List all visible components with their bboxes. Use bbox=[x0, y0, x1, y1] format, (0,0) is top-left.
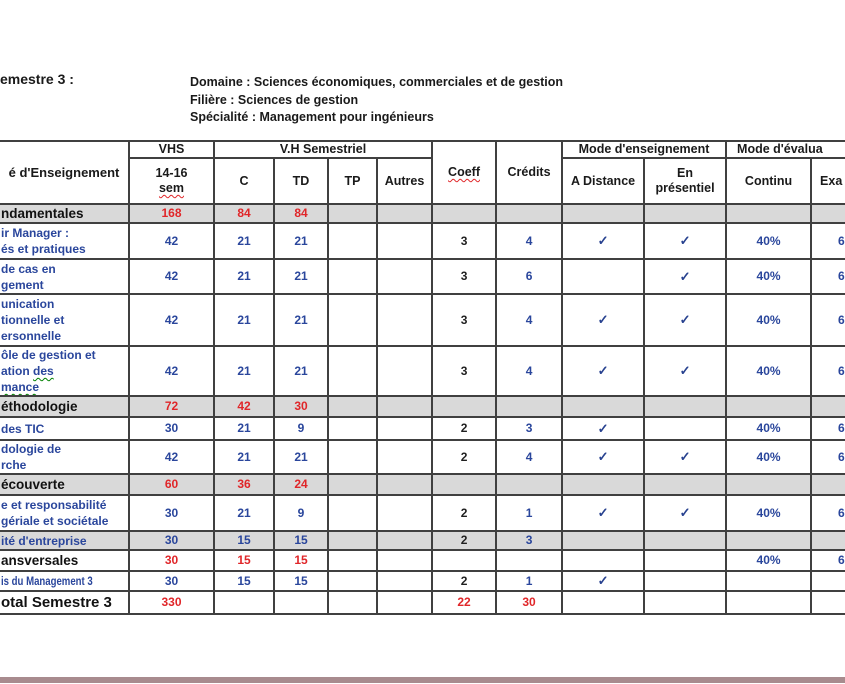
cell-continu bbox=[726, 474, 811, 495]
en-presentiel-line2: présentiel bbox=[655, 181, 715, 195]
cell-vhs: 168 bbox=[129, 204, 214, 223]
table-row bbox=[0, 259, 845, 294]
table-row bbox=[0, 204, 845, 223]
cell-distance bbox=[562, 346, 644, 396]
cell-distance bbox=[562, 474, 644, 495]
cell-autres bbox=[377, 346, 432, 396]
cell-autres bbox=[377, 550, 432, 571]
row-label: otal Semestre 3 bbox=[0, 591, 129, 614]
window-bottom-bar bbox=[0, 677, 845, 683]
cell-credits bbox=[496, 204, 562, 223]
grammar-underline: des bbox=[33, 364, 54, 378]
cell-continu: 40% bbox=[726, 223, 811, 259]
table-row bbox=[0, 474, 845, 495]
header-autres: Autres bbox=[377, 158, 432, 204]
cell-distance bbox=[562, 495, 644, 531]
cell-autres bbox=[377, 531, 432, 550]
header-vh-semestriel: V.H Semestriel bbox=[214, 141, 432, 158]
cell-continu bbox=[726, 571, 811, 591]
cell-coeff: 2 bbox=[432, 440, 496, 474]
row-label: ir Manager : és et pratiques bbox=[0, 223, 129, 259]
cell-exam: 6 bbox=[811, 294, 845, 346]
cell-coeff: 2 bbox=[432, 495, 496, 531]
en-presentiel-line1: En bbox=[677, 166, 694, 180]
cell-vhs: 72 bbox=[129, 396, 214, 417]
cell-vhs: 60 bbox=[129, 474, 214, 495]
cell-tp bbox=[328, 550, 377, 571]
row-label: ôle de gestion et ation des mance bbox=[0, 346, 129, 396]
cell-vhs: 42 bbox=[129, 259, 214, 294]
cell-vhs: 42 bbox=[129, 440, 214, 474]
cell-distance bbox=[562, 417, 644, 440]
check-icon: ✓ bbox=[597, 312, 609, 327]
cell-c: 21 bbox=[214, 440, 274, 474]
cell-tp bbox=[328, 571, 377, 591]
cell-vhs: 42 bbox=[129, 223, 214, 259]
cell-td bbox=[274, 591, 328, 614]
vhs-weeks-line1: 14-16 bbox=[155, 166, 188, 180]
cell-td: 21 bbox=[274, 259, 328, 294]
cell-coeff bbox=[432, 474, 496, 495]
cell-td: 15 bbox=[274, 571, 328, 591]
cell-credits: 4 bbox=[496, 346, 562, 396]
cell-c: 15 bbox=[214, 571, 274, 591]
cell-continu: 40% bbox=[726, 294, 811, 346]
cell-tp bbox=[328, 474, 377, 495]
cell-distance bbox=[562, 531, 644, 550]
cell-presentiel bbox=[644, 259, 726, 294]
cell-autres bbox=[377, 294, 432, 346]
header-mode-enseignement: Mode d'enseignement bbox=[562, 141, 726, 158]
cell-presentiel bbox=[644, 440, 726, 474]
cell-continu: 40% bbox=[726, 550, 811, 571]
cell-credits: 4 bbox=[496, 294, 562, 346]
cell-distance bbox=[562, 440, 644, 474]
cell-credits bbox=[496, 396, 562, 417]
cell-exam bbox=[811, 571, 845, 591]
cell-tp bbox=[328, 204, 377, 223]
cell-td: 9 bbox=[274, 495, 328, 531]
cell-continu bbox=[726, 204, 811, 223]
cell-autres bbox=[377, 440, 432, 474]
cell-credits bbox=[496, 474, 562, 495]
cell-tp bbox=[328, 440, 377, 474]
cell-tp bbox=[328, 417, 377, 440]
cell-exam: 6 bbox=[811, 495, 845, 531]
table-row bbox=[0, 591, 845, 614]
row-label: éthodologie bbox=[0, 396, 129, 417]
cell-tp bbox=[328, 223, 377, 259]
check-icon: ✓ bbox=[597, 420, 609, 436]
table-row bbox=[0, 417, 845, 440]
cell-tp bbox=[328, 396, 377, 417]
row-label: is du Management 3 bbox=[0, 571, 129, 591]
row-label: unication tionnelle et ersonnelle bbox=[0, 294, 129, 346]
cell-presentiel bbox=[644, 346, 726, 396]
cell-credits: 1 bbox=[496, 495, 562, 531]
domain-line: Domaine : Sciences économiques, commerciales et de gestion bbox=[190, 75, 564, 89]
cell-c: 21 bbox=[214, 346, 274, 396]
cell-c: 15 bbox=[214, 531, 274, 550]
header-vhs: VHS bbox=[129, 141, 214, 158]
cell-c: 21 bbox=[214, 259, 274, 294]
check-icon: ✓ bbox=[679, 449, 691, 464]
cell-continu: 40% bbox=[726, 259, 811, 294]
check-icon: ✓ bbox=[597, 363, 609, 378]
cell-continu bbox=[726, 531, 811, 550]
cell-continu: 40% bbox=[726, 440, 811, 474]
table-row bbox=[0, 571, 845, 591]
cell-c: 21 bbox=[214, 495, 274, 531]
cell-autres bbox=[377, 591, 432, 614]
cell-exam bbox=[811, 204, 845, 223]
cell-presentiel bbox=[644, 474, 726, 495]
cell-vhs: 42 bbox=[129, 346, 214, 396]
coeff-label: Coeff bbox=[448, 165, 480, 179]
cell-autres bbox=[377, 223, 432, 259]
cell-tp bbox=[328, 346, 377, 396]
cell-td: 15 bbox=[274, 531, 328, 550]
table-row bbox=[0, 495, 845, 531]
header-c: C bbox=[214, 158, 274, 204]
cell-continu: 40% bbox=[726, 417, 811, 440]
cell-td: 21 bbox=[274, 440, 328, 474]
header-vhs-weeks bbox=[129, 158, 214, 204]
cell-coeff bbox=[432, 550, 496, 571]
check-icon: ✓ bbox=[679, 233, 691, 248]
row-label: dologie de rche bbox=[0, 440, 129, 474]
cell-td: 15 bbox=[274, 550, 328, 571]
filiere-line: Filière : Sciences de gestion bbox=[190, 92, 359, 107]
header-continu: Continu bbox=[726, 158, 811, 204]
cell-vhs: 30 bbox=[129, 550, 214, 571]
cell-distance bbox=[562, 571, 644, 591]
cell-exam bbox=[811, 531, 845, 550]
cell-td: 21 bbox=[274, 223, 328, 259]
cell-exam: 6 bbox=[811, 417, 845, 440]
table-row bbox=[0, 346, 845, 396]
cell-exam: 6 bbox=[811, 259, 845, 294]
cell-exam bbox=[811, 396, 845, 417]
cell-distance bbox=[562, 223, 644, 259]
cell-distance bbox=[562, 204, 644, 223]
cell-c: 84 bbox=[214, 204, 274, 223]
cell-vhs: 30 bbox=[129, 571, 214, 591]
table-header bbox=[0, 141, 845, 204]
specialite-line: Spécialité : Management pour ingénieurs bbox=[190, 110, 434, 124]
semester-title: emestre 3 : bbox=[0, 71, 74, 87]
table-row bbox=[0, 396, 845, 417]
cell-autres bbox=[377, 259, 432, 294]
table-row bbox=[0, 531, 845, 550]
row-label: des TIC bbox=[0, 417, 129, 440]
cell-autres bbox=[377, 495, 432, 531]
header-a-distance: A Distance bbox=[562, 158, 644, 204]
cell-c: 21 bbox=[214, 417, 274, 440]
cell-vhs: 42 bbox=[129, 294, 214, 346]
table-row bbox=[0, 440, 845, 474]
cell-vhs: 30 bbox=[129, 417, 214, 440]
header-exam: Exa bbox=[811, 158, 845, 204]
cell-td: 24 bbox=[274, 474, 328, 495]
cell-td: 21 bbox=[274, 346, 328, 396]
cell-presentiel bbox=[644, 495, 726, 531]
cell-credits: 6 bbox=[496, 259, 562, 294]
cell-vhs: 30 bbox=[129, 531, 214, 550]
cell-credits: 3 bbox=[496, 417, 562, 440]
cell-coeff: 2 bbox=[432, 531, 496, 550]
cell-c: 15 bbox=[214, 550, 274, 571]
cell-presentiel bbox=[644, 294, 726, 346]
check-icon: ✓ bbox=[679, 268, 691, 284]
cell-c bbox=[214, 591, 274, 614]
cell-exam bbox=[811, 591, 845, 614]
curriculum-table bbox=[0, 140, 845, 615]
row-label: écouverte bbox=[0, 474, 129, 495]
cell-tp bbox=[328, 294, 377, 346]
cell-exam bbox=[811, 474, 845, 495]
cell-exam: 6 bbox=[811, 550, 845, 571]
check-icon: ✓ bbox=[597, 573, 609, 588]
cell-distance bbox=[562, 259, 644, 294]
cell-continu bbox=[726, 591, 811, 614]
check-icon: ✓ bbox=[597, 449, 609, 464]
cell-td: 21 bbox=[274, 294, 328, 346]
cell-autres bbox=[377, 474, 432, 495]
cell-c: 21 bbox=[214, 294, 274, 346]
cell-distance bbox=[562, 294, 644, 346]
cell-coeff: 22 bbox=[432, 591, 496, 614]
cell-distance bbox=[562, 396, 644, 417]
cell-presentiel bbox=[644, 531, 726, 550]
cell-presentiel bbox=[644, 204, 726, 223]
header-credits: Crédits bbox=[496, 141, 562, 204]
cell-presentiel bbox=[644, 591, 726, 614]
check-icon: ✓ bbox=[679, 363, 691, 378]
check-icon: ✓ bbox=[679, 312, 691, 327]
row-label: ansversales bbox=[0, 550, 129, 571]
cell-autres bbox=[377, 571, 432, 591]
cell-vhs: 30 bbox=[129, 495, 214, 531]
cell-coeff: 3 bbox=[432, 259, 496, 294]
cell-continu: 40% bbox=[726, 495, 811, 531]
row-label: ndamentales bbox=[0, 204, 129, 223]
cell-credits: 1 bbox=[496, 571, 562, 591]
header-tp: TP bbox=[328, 158, 377, 204]
cell-presentiel bbox=[644, 571, 726, 591]
table-body bbox=[0, 204, 845, 614]
header-unit: é d'Enseignement bbox=[0, 141, 129, 204]
cell-credits: 4 bbox=[496, 223, 562, 259]
cell-autres bbox=[377, 396, 432, 417]
table-row bbox=[0, 223, 845, 259]
header-mode-evaluation: Mode d'évalua bbox=[726, 141, 845, 158]
cell-coeff: 3 bbox=[432, 346, 496, 396]
cell-credits: 3 bbox=[496, 531, 562, 550]
cell-td: 84 bbox=[274, 204, 328, 223]
cell-presentiel bbox=[644, 550, 726, 571]
cell-tp bbox=[328, 531, 377, 550]
header-en-presentiel bbox=[644, 158, 726, 204]
cell-coeff bbox=[432, 396, 496, 417]
check-icon: ✓ bbox=[597, 505, 609, 520]
cell-credits bbox=[496, 550, 562, 571]
row-label: e et responsabilité gériale et sociétale bbox=[0, 495, 129, 531]
cell-exam: 6 bbox=[811, 223, 845, 259]
table-row bbox=[0, 294, 845, 346]
grammar-underline: mance bbox=[1, 380, 40, 394]
cell-presentiel bbox=[644, 417, 726, 440]
cell-tp bbox=[328, 495, 377, 531]
cell-coeff: 2 bbox=[432, 417, 496, 440]
cell-coeff: 2 bbox=[432, 571, 496, 591]
cell-c: 36 bbox=[214, 474, 274, 495]
check-icon: ✓ bbox=[679, 505, 691, 520]
cell-credits: 30 bbox=[496, 591, 562, 614]
cell-td: 9 bbox=[274, 417, 328, 440]
table-row bbox=[0, 550, 845, 571]
cell-tp bbox=[328, 591, 377, 614]
header-td: TD bbox=[274, 158, 328, 204]
program-info bbox=[190, 74, 563, 127]
cell-autres bbox=[377, 417, 432, 440]
cell-tp bbox=[328, 259, 377, 294]
cell-credits: 4 bbox=[496, 440, 562, 474]
cell-td: 30 bbox=[274, 396, 328, 417]
cell-coeff: 3 bbox=[432, 223, 496, 259]
cell-c: 21 bbox=[214, 223, 274, 259]
cell-exam: 6 bbox=[811, 346, 845, 396]
row-label: ité d'entreprise bbox=[0, 531, 129, 550]
cell-autres bbox=[377, 204, 432, 223]
cell-coeff bbox=[432, 204, 496, 223]
cell-exam: 6 bbox=[811, 440, 845, 474]
cell-continu bbox=[726, 396, 811, 417]
cell-coeff: 3 bbox=[432, 294, 496, 346]
cell-vhs: 330 bbox=[129, 591, 214, 614]
cell-distance bbox=[562, 550, 644, 571]
cell-distance bbox=[562, 591, 644, 614]
cell-c: 42 bbox=[214, 396, 274, 417]
row-label: de cas en gement bbox=[0, 259, 129, 294]
header-coeff bbox=[432, 141, 496, 204]
check-icon: ✓ bbox=[597, 233, 609, 248]
cell-presentiel bbox=[644, 223, 726, 259]
vhs-weeks-line2: sem bbox=[158, 181, 185, 195]
cell-presentiel bbox=[644, 396, 726, 417]
cell-continu: 40% bbox=[726, 346, 811, 396]
